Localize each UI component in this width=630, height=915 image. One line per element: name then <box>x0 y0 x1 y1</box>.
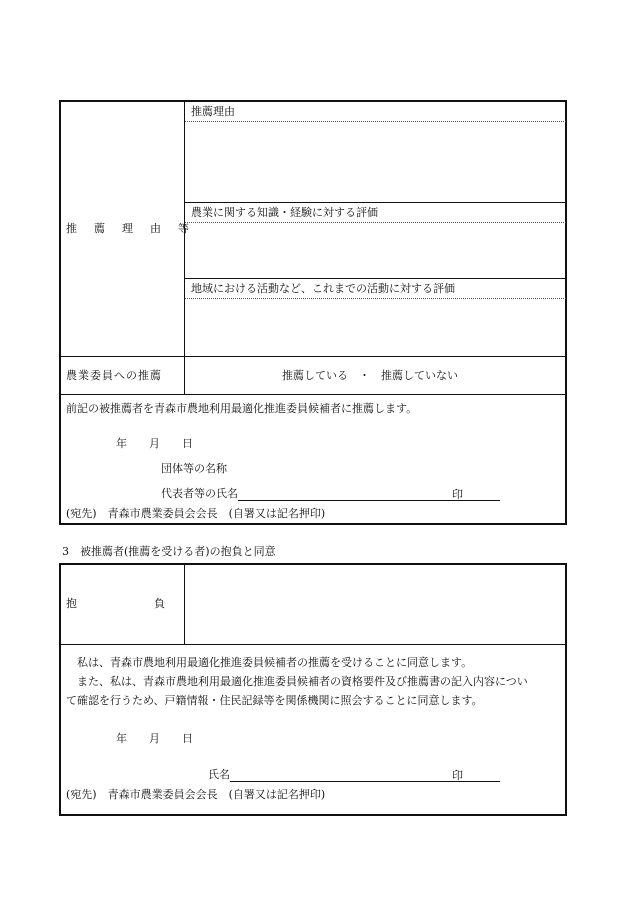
addressee: (宛先) 青森市農業委員会会長 (自署又は記名押印) <box>66 788 326 801</box>
recommendation-statement: 前記の被推薦者を青森市農地利用最適化推進委員候補者に推薦します。 <box>66 402 418 415</box>
org-name-label: 団体等の名称 <box>161 462 227 475</box>
consent-text-2a: また、私は、青森市農地利用最適化推進委員候補者の資格要件及び推薦書の記入内容につい <box>77 675 528 688</box>
sub2-input-area[interactable] <box>185 223 566 278</box>
name-field[interactable] <box>230 769 452 782</box>
consent-text-1: 私は、青森市農地利用最適化推進委員候補者の推薦を受けることに同意します。 <box>77 656 473 669</box>
farm-committee-rec-label: 農業委員への推薦 <box>66 369 162 382</box>
consent-text-2b: て確認を行うため、戸籍情報・住民記録等を関係機関に照会することに同意します。 <box>66 694 483 707</box>
date-line[interactable]: 年 月 日 <box>116 437 193 450</box>
seal-mark: 印 <box>452 769 500 782</box>
name-label: 氏名 <box>208 768 230 781</box>
seal-mark: 印 <box>452 488 500 501</box>
sub3-input-area[interactable] <box>185 299 566 356</box>
sub3-title: 地域における活動など、これまでの活動に対する評価 <box>191 282 455 295</box>
aspiration-input-area[interactable] <box>185 564 566 644</box>
sub1-input-area[interactable] <box>185 122 566 202</box>
name-row <box>208 768 500 782</box>
rep-name-label: 代表者等の氏名 <box>161 487 238 500</box>
sub1-title: 推薦理由 <box>191 105 235 118</box>
reason-label: 推 薦 理 由 等 <box>66 222 192 235</box>
addressee: (宛先) 青森市農業委員会会長 (自署又は記名押印) <box>66 507 326 520</box>
farm-committee-rec-options[interactable]: 推薦している ・ 推薦していない <box>282 369 458 382</box>
date-line[interactable]: 年 月 日 <box>116 732 193 745</box>
sub2-title: 農業に関する知識・経験に対する評価 <box>191 206 378 219</box>
rep-name-row <box>161 487 500 501</box>
section3-heading: 3 被推薦者(推薦を受ける者)の抱負と同意 <box>62 545 276 558</box>
rep-name-field[interactable] <box>238 488 452 501</box>
aspiration-label: 抱 負 <box>66 597 165 610</box>
